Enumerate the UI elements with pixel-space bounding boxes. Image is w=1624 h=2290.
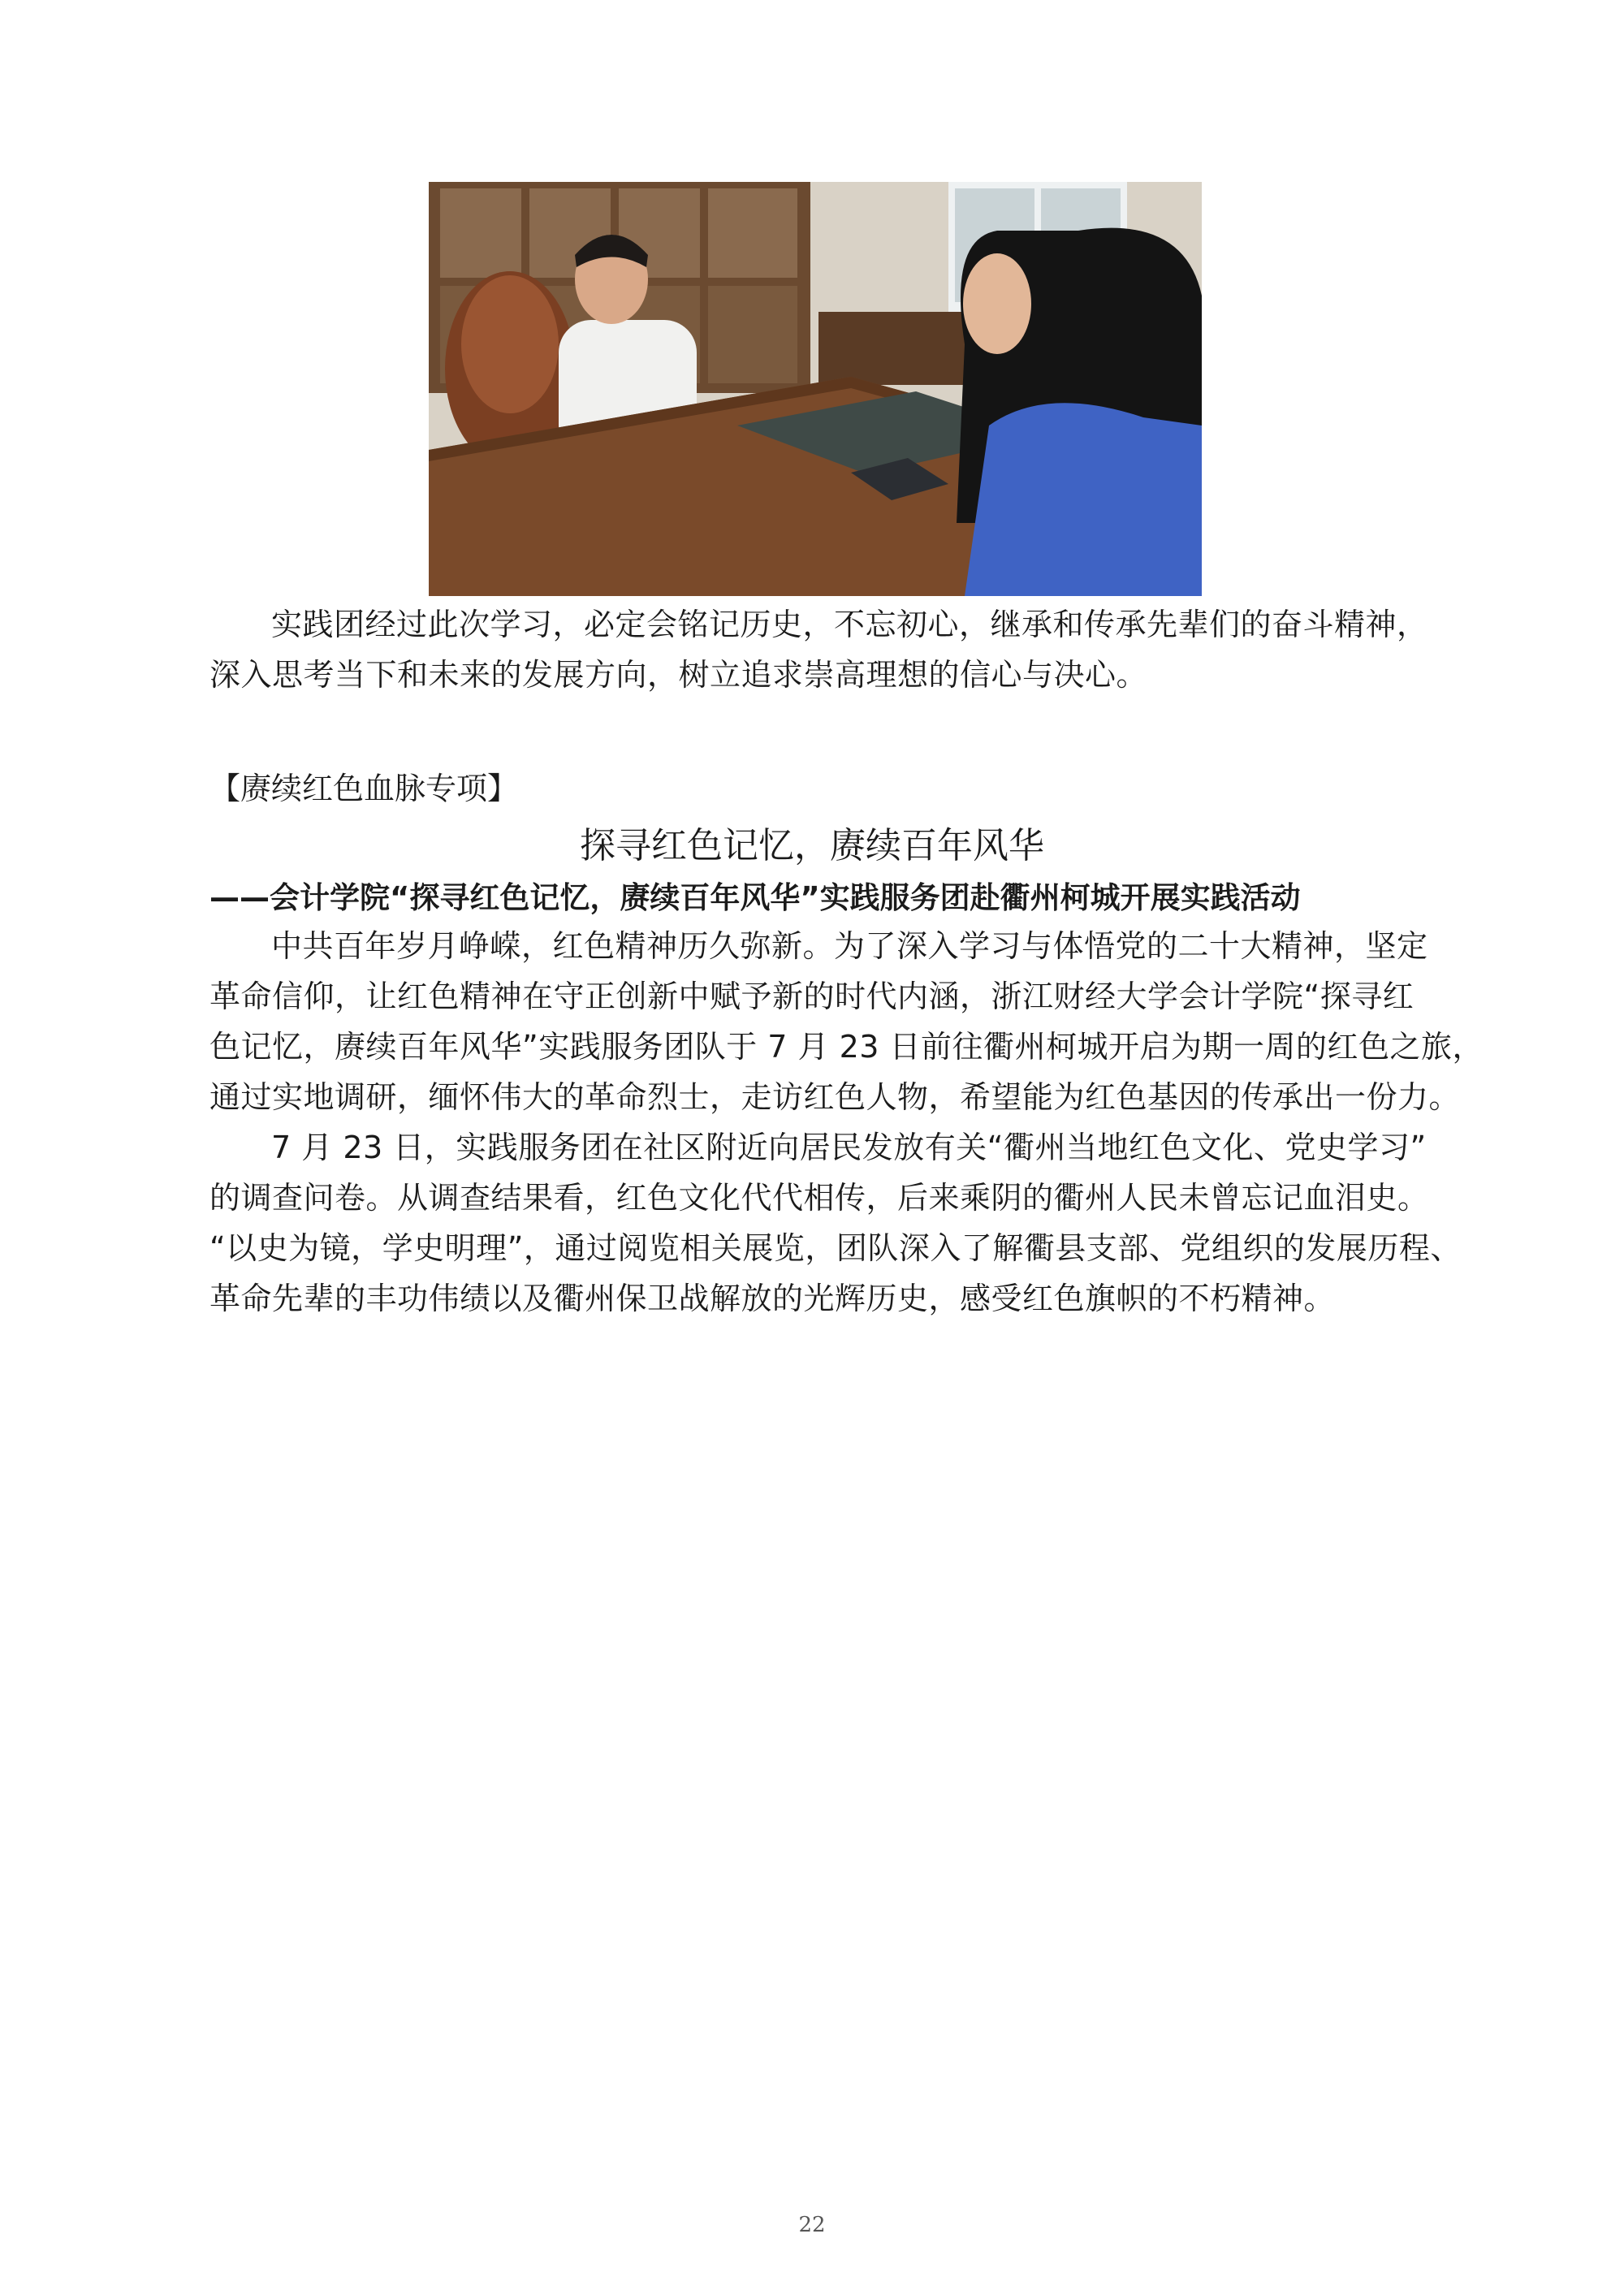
article-paragraph-2 <box>209 1122 1462 1324</box>
intro-line-2: 深入思考当下和未来的发展方向，树立追求崇高理想的信心与决心。 <box>209 657 1148 693</box>
interview-photo <box>429 182 1202 596</box>
intro-line-1: 实践团经过此次学习，必定会铭记历史，不忘初心，继承和传承先辈们的奋斗精神， <box>271 607 1428 642</box>
page-number: 22 <box>798 2213 826 2237</box>
article-subtitle: ——会计学院“探寻红色记忆，赓续百年风华”实践服务团赴衢州柯城开展实践活动 <box>209 880 1301 915</box>
paragraph-1-line-1: 中共百年岁月峥嵘，红色精神历久弥新。为了深入学习与体悟党的二十大精神，坚定 <box>271 928 1428 964</box>
paragraph-1-line-4: 通过实地调研，缅怀伟大的革命烈士，走访红色人物，希望能为红色基因的传承出一份力。 <box>209 1079 1461 1115</box>
article-paragraph-1 <box>209 921 1484 1122</box>
paragraph-2-line-1: 7 月 23 日，实践服务团在社区附近向居民发放有关“衢州当地红色文化、党史学习” <box>271 1130 1427 1165</box>
section-tag: 【赓续红色血脉专项】 <box>209 771 519 806</box>
paragraph-1-line-3: 色记忆，赓续百年风华”实践服务团队于 7 月 23 日前往衢州柯城开启为期一周的红色之旅， <box>209 1029 1484 1065</box>
paragraph-2-line-3: “以史为镜，学史明理”，通过阅览相关展览，团队深入了解衢县支部、党组织的发展历程、 <box>209 1230 1462 1266</box>
paragraph-2-line-4: 革命先辈的丰功伟绩以及衢州保卫战解放的光辉历史，感受红色旗帜的不朽精神。 <box>209 1281 1336 1316</box>
paragraph-2-line-2: 的调查问卷。从调查结果看，红色文化代代相传，后来乘阴的衢州人民未曾忘记血泪史。 <box>209 1180 1429 1216</box>
paragraph-1-line-2: 革命信仰，让红色精神在守正创新中赋予新的时代内涵，浙江财经大学会计学院“探寻红 <box>209 979 1415 1014</box>
interview-photo-drawing <box>429 182 1202 596</box>
article-title: 探寻红色记忆，赓续百年风华 <box>580 825 1044 866</box>
intro-paragraph <box>209 599 1434 700</box>
